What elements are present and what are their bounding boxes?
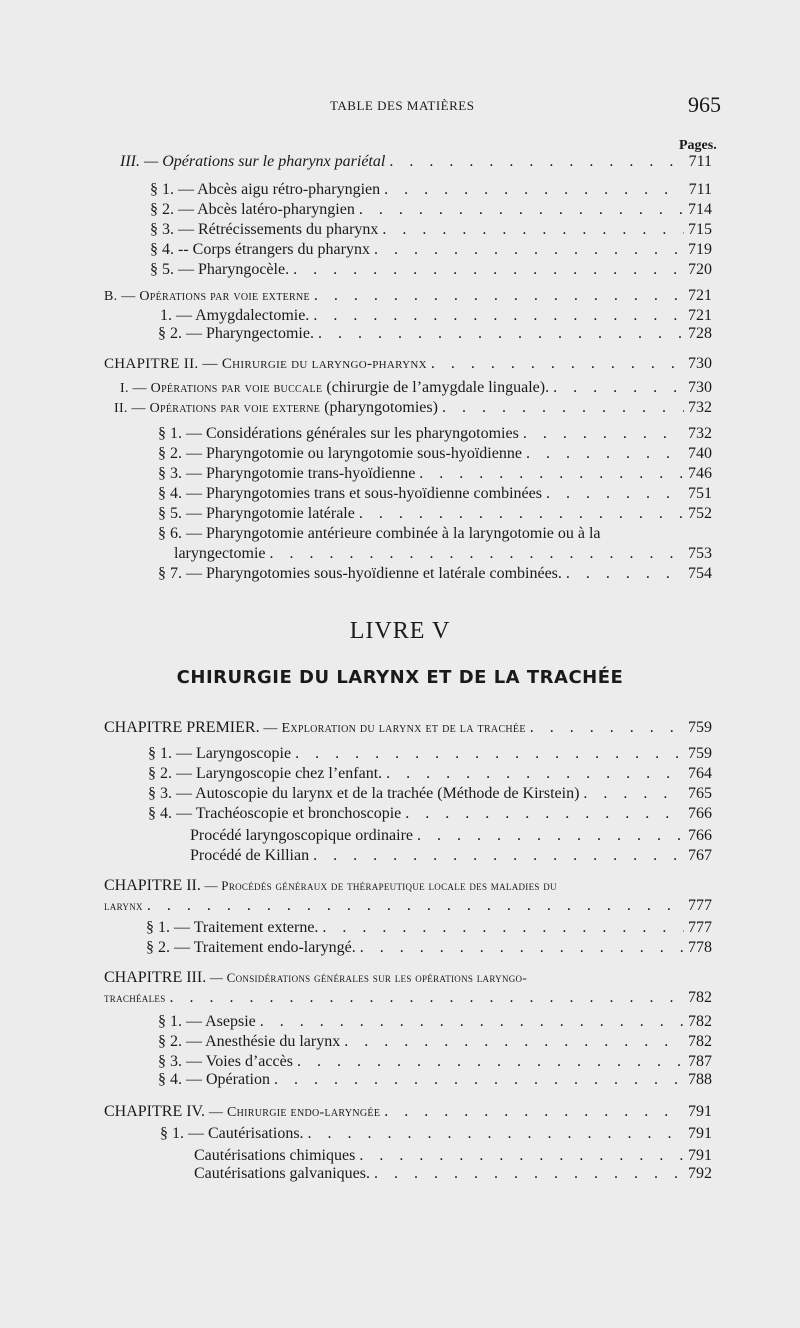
dot-leader [147,896,684,916]
toc-chapter-label: CHAPITRE II. [104,877,201,894]
dot-leader [295,744,684,764]
toc-entry[interactable] [114,398,712,419]
toc-entry[interactable] [158,484,712,504]
toc-entry-title: § 3. — Rétrécissements du pharynx [150,221,379,238]
toc-chapter-heading[interactable] [104,354,712,374]
toc-entry[interactable] [158,1070,712,1090]
toc-entry-page: 711 [688,153,712,170]
toc-entry[interactable] [146,918,712,938]
toc-entry-page: 715 [688,221,712,238]
toc-entry[interactable] [158,1052,712,1072]
toc-entry-title: § 1. — Traitement externe. [146,919,319,936]
dot-leader [293,260,684,280]
toc-entry[interactable] [150,200,712,220]
toc-entry-page: 714 [688,201,712,218]
page-header [0,92,800,120]
dot-leader [382,220,684,240]
toc-entry[interactable] [158,564,712,584]
dot-leader [313,306,684,326]
toc-entry-page: 778 [688,939,712,956]
dot-leader [322,918,684,938]
toc-entry-page: 746 [688,465,712,482]
toc-entry-title: III. — Opérations sur le pharynx pariétal [120,153,386,170]
toc-entry-title: § 2. — Abcès latéro-pharyngien [150,201,355,218]
toc-entry-title: — Procédés généraux de thérapeutique locale des maladies du [200,878,557,893]
toc-entry-title: B. — Opérations par voie externe [104,289,310,304]
toc-entry-page: 777 [688,897,712,914]
toc-subentry[interactable] [190,846,712,866]
dot-leader [359,504,684,524]
toc-entry-page: 791 [688,1103,712,1120]
toc-entry-page: 788 [688,1071,712,1088]
toc-entry-title: Procédé de Killian [190,847,310,864]
dot-leader [530,718,684,738]
toc-entry-title: § 3. — Pharyngotomie trans-hyoïdienne [158,465,416,482]
toc-entry-page: 791 [688,1125,712,1142]
toc-entry[interactable] [148,764,712,784]
pages-column-label: Pages. [679,138,717,153]
toc-entry-title: Cautérisations galvaniques. [194,1165,370,1182]
dot-leader [389,152,684,172]
toc-entry-page: 759 [688,719,712,736]
book-part-subtitle: CHIRURGIE DU LARYNX ET DE LA TRACHÉE [176,667,624,688]
toc-entry-page: 766 [688,827,712,844]
toc-entry-title: § 2. — Laryngoscopie chez l’enfant. [148,765,383,782]
toc-entry-page: 720 [688,261,712,278]
toc-entry-wrap[interactable]: § 6. — Pharyngotomie antérieure combinée à la laryngotomie ou à la [158,525,601,542]
toc-entry-page: 791 [688,1147,712,1164]
toc-entry[interactable] [148,804,712,824]
toc-entry-title: § 3. — Autoscopie du larynx et de la trachée (Méthode de Kirstein) [148,785,580,802]
dot-leader [344,1032,684,1052]
toc-entry-title: § 2. — Anesthésie du larynx [158,1033,341,1050]
dot-leader [523,424,684,444]
toc-chapter-heading[interactable] [104,1102,712,1123]
toc-chapter-heading[interactable] [104,988,712,1008]
toc-entry-title: § 4. — Pharyngotomies trans et sous-hyoïdienne combinées [158,485,542,502]
toc-entry-page: 719 [688,241,712,258]
toc-entry[interactable] [158,504,712,524]
toc-entry[interactable] [174,544,712,564]
dot-leader [260,1012,684,1032]
toc-entry-page: 754 [688,565,712,582]
toc-entry-title: § 1. — Asepsie [158,1013,256,1030]
toc-entry[interactable] [158,444,712,464]
toc-entry-b[interactable] [104,286,712,307]
toc-entry-page: 767 [688,847,712,864]
toc-entry-title: I. — Opérations par voie buccale [120,381,323,396]
dot-leader [442,398,684,418]
toc-entry-page: 782 [688,1013,712,1030]
toc-entry-page: 777 [688,919,712,936]
toc-entry-page: 764 [688,765,712,782]
toc-entry-title: § 3. — Voies d’accès [158,1053,293,1070]
toc-entry[interactable] [160,1124,712,1144]
dot-leader [313,846,684,866]
toc-entry-page: 792 [688,1165,712,1182]
toc-entry-title: § 2. — Pharyngotomie ou laryngotomie sous-hyoïdienne [158,445,522,462]
toc-entry[interactable] [158,424,712,444]
dot-leader [417,826,684,846]
toc-subentry[interactable] [190,826,712,846]
toc-entry[interactable] [160,306,712,326]
toc-entry-title: § 1. — Abcès aigu rétro-pharyngien [150,181,381,198]
dot-leader [553,378,684,398]
dot-leader [384,180,684,200]
toc-chapter-heading[interactable] [104,896,712,916]
toc-entry-title: § 7. — Pharyngotomies sous-hyoïdienne et latérale combinées. [158,565,562,582]
dot-leader [359,200,684,220]
toc-entry-title: § 2. — Traitement endo-laryngé. [146,939,356,956]
dot-leader [583,784,684,804]
page-number: 965 [688,92,721,117]
toc-entry-title: § 5. — Pharyngocèle. [150,261,290,278]
toc-entry[interactable] [146,938,712,958]
dot-leader [431,354,684,374]
toc-entry-title: larynx [104,898,143,913]
dot-leader [546,484,684,504]
toc-subentry[interactable] [194,1164,712,1184]
toc-entry-title: § 5. — Pharyngotomie latérale [158,505,355,522]
toc-entry-iii[interactable] [120,152,712,172]
toc-entry-title: — Exploration du larynx et de la trachée [259,721,526,736]
toc-entry-page: 765 [688,785,712,802]
toc-entry-title: laryngectomie [174,545,266,562]
dot-leader [297,1052,684,1072]
running-title: TABLE DES MATIÈRES [330,98,475,113]
toc-entry-title: — Considérations générales sur les opérations laryngo- [206,970,527,985]
dot-leader [386,764,684,784]
dot-leader [419,464,684,484]
toc-entry-title: § 4. -- Corps étrangers du pharynx [150,241,370,258]
toc-entry-title: § 1. — Considérations générales sur les pharyngotomies [158,425,519,442]
toc-chapter-heading-line[interactable] [104,968,527,988]
toc-chapter-heading[interactable] [104,718,712,739]
toc-entry-page: 753 [688,545,712,562]
dot-leader [384,1102,684,1122]
toc-chapter-label: CHAPITRE III. [104,969,207,986]
toc-entry-title: § 1. — Laryngoscopie [148,745,292,762]
toc-entry[interactable] [158,1032,712,1052]
toc-entry-title: Cautérisations chimiques [194,1147,356,1164]
toc-entry-title: § 4. — Trachéoscopie et bronchoscopie [148,805,402,822]
dot-leader [170,988,685,1008]
toc-entry-title: CHAPITRE II. — Chirurgie du laryngo-pharynx [104,356,427,372]
toc-entry-title-rest: (chirurgie de l’amygdale linguale). [322,379,550,396]
toc-entry-page: 732 [688,399,712,416]
dot-leader [526,444,684,464]
toc-chapter-heading-line[interactable] [104,876,557,896]
toc-subentry[interactable] [194,1146,712,1166]
toc-entry-page: 732 [688,425,712,442]
toc-entry[interactable] [148,744,712,764]
toc-entry-title: Procédé laryngoscopique ordinaire [190,827,414,844]
toc-entry[interactable] [120,378,712,399]
toc-entry-page: 751 [688,485,712,502]
toc-entry-page: 759 [688,745,712,762]
dot-leader [308,1124,684,1144]
toc-entry-page: 787 [688,1053,712,1070]
toc-entry-title: II. — Opérations par voie externe [114,401,321,416]
dot-leader [318,324,684,344]
toc-entry-page: 782 [688,989,712,1006]
toc-entry-title-rest: (pharyngotomies) [320,399,438,416]
toc-entry-page: 740 [688,445,712,462]
dot-leader [405,804,684,824]
toc-entry-page: 721 [688,287,712,304]
toc-entry-page: 730 [688,355,712,372]
toc-entry-page: 728 [688,325,712,342]
toc-entry-page: 730 [688,379,712,396]
toc-entry-title: § 1. — Cautérisations. [160,1125,304,1142]
toc-entry-page: 752 [688,505,712,522]
toc-entry-title: 1. — Amygdalectomie. [160,307,310,324]
toc-chapter-label: CHAPITRE PREMIER. [104,719,260,736]
toc-entry[interactable] [158,464,712,484]
dot-leader [270,544,684,564]
toc-entry-page: 721 [688,307,712,324]
toc-entry-title: § 4. — Opération [158,1071,270,1088]
toc-entry[interactable] [150,240,712,260]
toc-entry-page: 711 [688,181,712,198]
book-part-title: LIVRE V [349,618,451,644]
toc-entry[interactable] [150,220,712,240]
toc-entry-title: trachéales [104,990,166,1005]
toc-entry[interactable] [150,260,712,280]
dot-leader [374,1164,684,1184]
dot-leader [566,564,684,584]
toc-entry[interactable] [158,1012,712,1032]
toc-entry-title: § 2. — Pharyngectomie. [158,325,314,342]
toc-entry-page: 766 [688,805,712,822]
toc-chapter-label: CHAPITRE IV. [104,1103,206,1120]
dot-leader [274,1070,684,1090]
dot-leader [360,938,684,958]
toc-entry[interactable] [150,180,712,200]
dot-leader [359,1146,684,1166]
toc-entry-page: 782 [688,1033,712,1050]
toc-entry-title: — Chirurgie endo-laryngée [205,1105,381,1120]
toc-entry[interactable] [158,324,712,344]
toc-entry[interactable] [148,784,712,804]
dot-leader [314,286,684,306]
dot-leader [374,240,684,260]
